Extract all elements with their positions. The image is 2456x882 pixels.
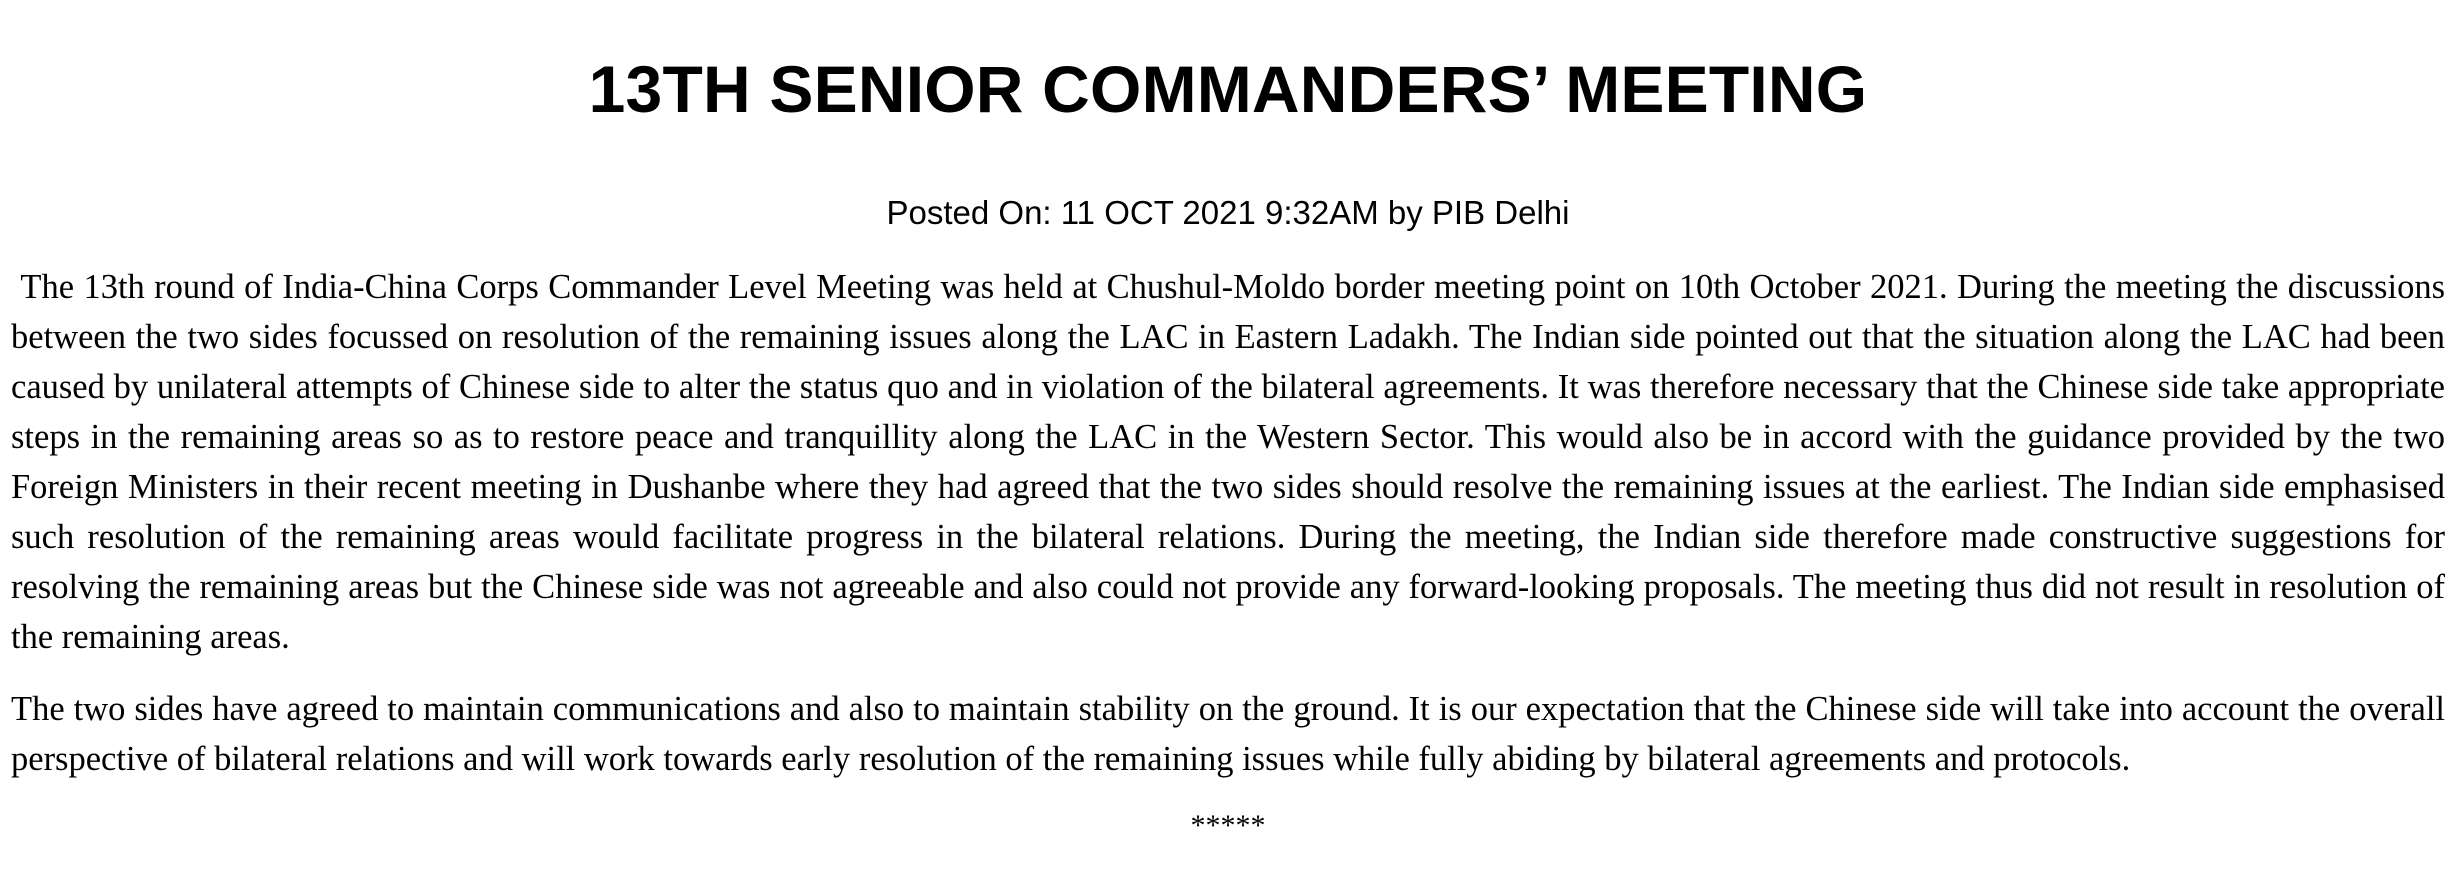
page-title: 13TH SENIOR COMMANDERS’ MEETING xyxy=(588,52,1868,126)
body-paragraph-1: The 13th round of India-China Corps Commander Level Meeting was held at Chushul-Moldo border meeting point on 10th October 2021. During the meeting the discussions between the two sides focussed on resolution of the remaining issues along the LAC in Eastern Ladakh. The Indian side pointed out that the situation along the LAC had been caused by unilateral attempts of Chinese side to alter the status quo and in violation of the bilateral agreements. It was therefore necessary that the Chinese side take appropriate steps in the remaining areas so as to restore peace and tranquillity along the LAC in the Western Sector. This would also be in accord with the guidance provided by the two Foreign Ministers in their recent meeting in Dushanbe where they had agreed that the two sides should resolve the remaining issues at the earliest. The Indian side emphasised such resolution of the remaining areas would facilitate progress in the bilateral relations. During the meeting, the Indian side therefore made constructive suggestions for resolving the remaining areas but the Chinese side was not agreeable and also could not provide any forward-looking proposals. The meeting thus did not result in resolution of the remaining areas. xyxy=(11,268,2454,656)
body-paragraph-2: The two sides have agreed to maintain communications and also to maintain stability on the ground. It is our expectation that the Chinese side will take into account the overall perspective of bilateral relations and will work towards early resolution of the remaining issues while fully abiding by bilateral agreements and protocols. xyxy=(11,690,2445,778)
end-of-release-marker: ***** xyxy=(1190,809,1266,842)
posted-on-line: Posted On: 11 OCT 2021 9:32AM by PIB Delhi xyxy=(886,194,1570,231)
